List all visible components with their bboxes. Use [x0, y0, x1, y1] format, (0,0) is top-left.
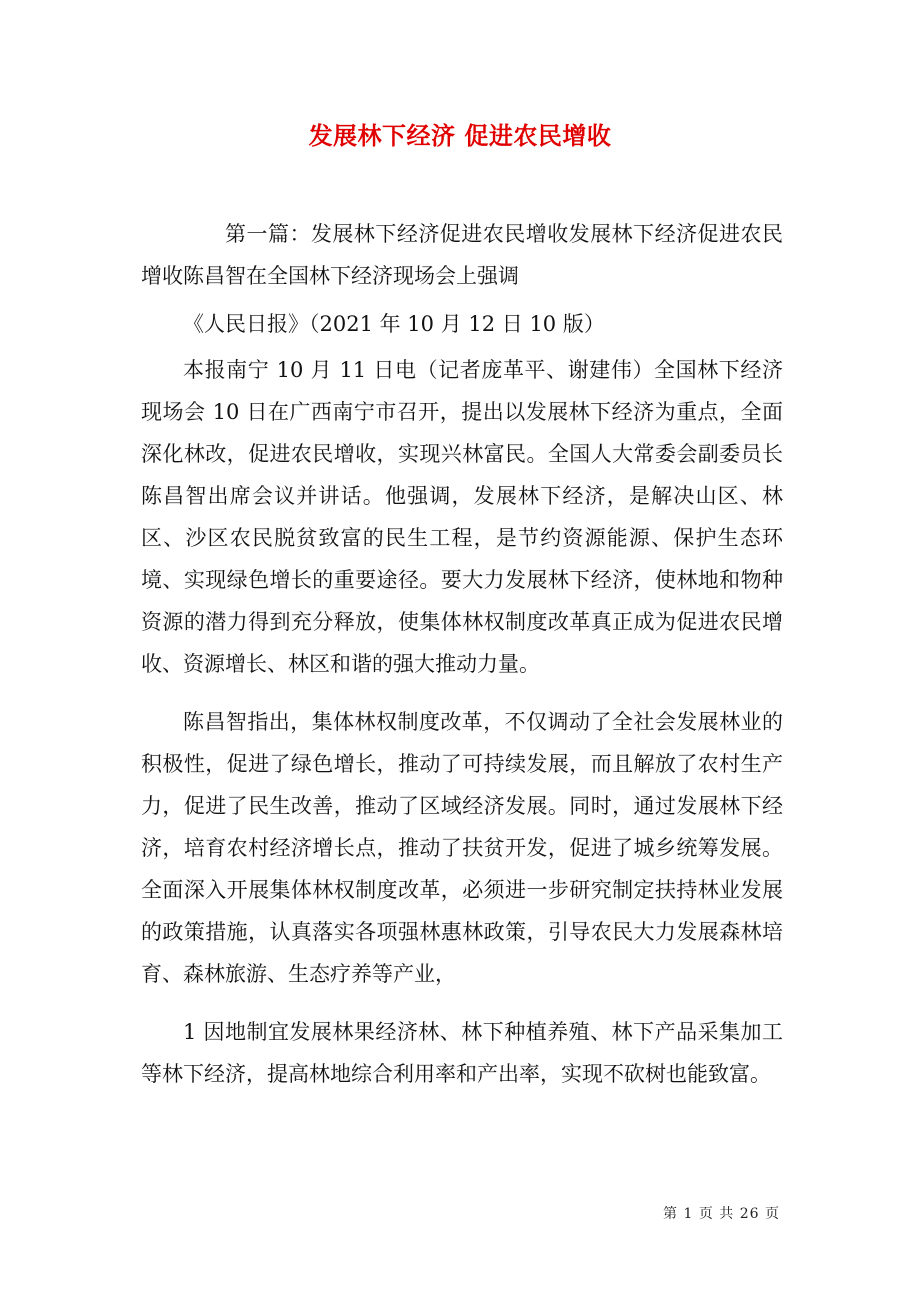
paragraph-5: 1 因地制宜发展林果经济林、林下种植养殖、林下产品采集加工等林下经济，提高林地综合利用率和产出率，实现不砍树也能致富。 [141, 1020, 783, 1086]
paragraph-4: 陈昌智指出，集体林权制度改革，不仅调动了全社会发展林业的积极性，促进了绿色增长，推动了可持续发展，而且解放了农村生产力，促进了民生改善，推动了区域经济发展。同时，通过发展林下经济，培育农村经济增长点，推动了扶贫开发，促进了城乡统筹发展。全面深入开展集体林权制度改革，必须进一步研究制定扶持林业发展的政策措施，认真落实各项强林惠林政策，引导农民大力发展森林培育、森林旅游、生态疗养等产业， [141, 710, 783, 986]
paragraph-1: 第一篇：发展林下经济促进农民增收发展林下经济促进农民增收陈昌智在全国林下经济现场会上强调 [141, 222, 783, 288]
paragraph-3: 本报南宁 10 月 11 日电（记者庞革平、谢建伟）全国林下经济现场会 10 日在广西南宁市召开，提出以发展林下经济为重点，全面深化林改，促进农民增收，实现兴林富民。全国人大常委会副委员长陈昌智出席会议并讲话。他强调，发展林下经济，是解决山区、林区、沙区农民脱贫致富的民生工程，是节约资源能源、保护生态环境、实现绿色增长的重要途径。要大力发展林下经济，使林地和物种资源的潜力得到充分释放，使集体林权制度改革真正成为促进农民增收、资源增长、林区和谐的强大推动力量。 [141, 358, 783, 676]
document-title: 发展林下经济 促进农民增收 [308, 121, 612, 150]
page-number: 第 1 页 共 26 页 [663, 1206, 780, 1222]
paragraph-2: 《人民日报》（2021 年 10 月 12 日 10 版） [183, 312, 605, 336]
document-body [141, 213, 783, 1107]
